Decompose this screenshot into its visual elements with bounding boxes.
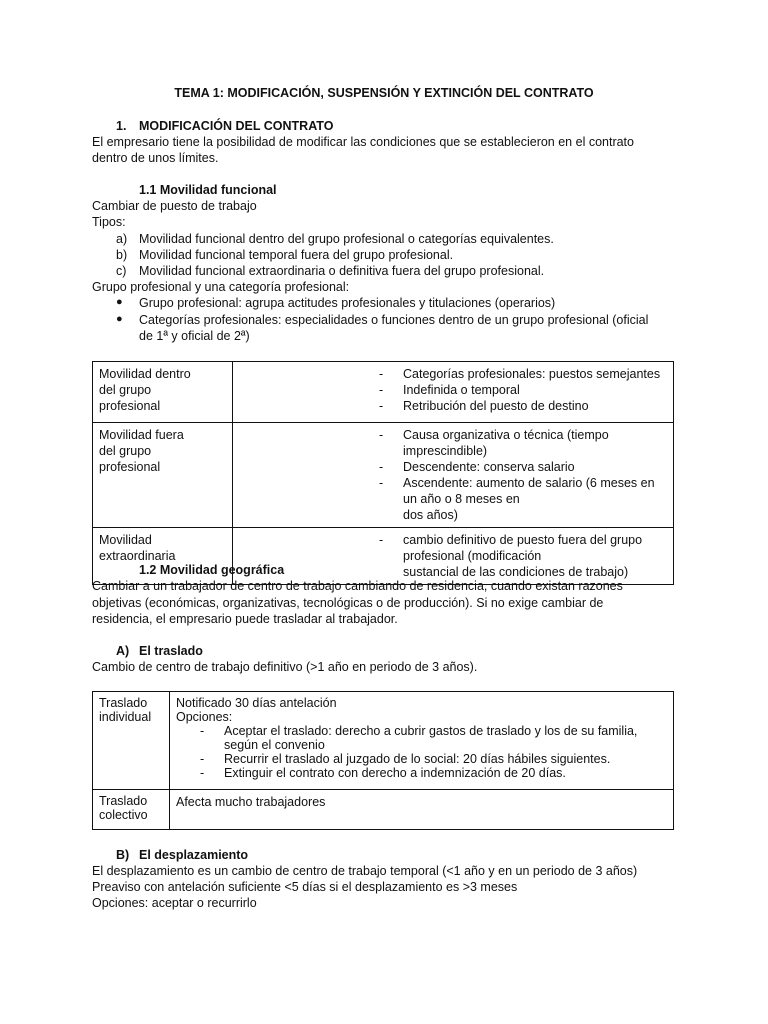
subsection-marker: B) bbox=[116, 848, 130, 862]
table-row bbox=[93, 692, 674, 790]
subsection-heading: El desplazamiento bbox=[139, 848, 249, 862]
list-marker: a) bbox=[116, 232, 128, 246]
subsection-heading: El traslado bbox=[139, 644, 203, 658]
subsection-heading: 1.1 Movilidad funcional bbox=[139, 183, 277, 197]
section-heading: MODIFICACIÓN DEL CONTRATO bbox=[139, 119, 334, 133]
document-title: TEMA 1: MODIFICACIÓN, SUSPENSIÓN Y EXTINCIÓN DEL CONTRATO bbox=[174, 86, 594, 100]
bullet-item: Grupo profesional: agrupa actitudes profesionales y titulaciones (operarios) bbox=[139, 296, 556, 310]
paragraph-line: Cambio de centro de trabajo definitivo (>1 año en periodo de 3 años). bbox=[92, 660, 478, 674]
paragraph-line: Opciones: aceptar o recurrirlo bbox=[92, 896, 257, 910]
table-cell-content: Afecta mucho trabajadores bbox=[170, 790, 674, 830]
table-cell-content: Notificado 30 días antelación Opciones: - Aceptar el traslado: derecho a cubrir gastos de traslado y los de su familia, según el convenio - Recurrir el traslado al juzgado de lo social: 20 días hábiles siguientes. - Extinguir el contrato con derecho a indemnización de 20 días. bbox=[170, 692, 674, 790]
paragraph-line: Tipos: bbox=[92, 215, 126, 229]
table-cell-content: - Categorías profesionales: puestos semejantes - Indefinida o temporal - Retribución del puesto de destino bbox=[233, 362, 674, 423]
paragraph-line: dentro de unos límites. bbox=[92, 151, 219, 165]
paragraph-line: residencia, el empresario puede trasladar al trabajador. bbox=[92, 612, 398, 626]
table-cell-label: Movilidad fuera del grupo profesional bbox=[93, 423, 233, 528]
subsection-heading: 1.2 Movilidad geográfica bbox=[139, 563, 285, 577]
paragraph-line: El desplazamiento es un cambio de centro de trabajo temporal (<1 año y en un periodo de 3 años) bbox=[92, 864, 638, 878]
table-cell-label: Traslado individual bbox=[93, 692, 170, 790]
paragraph-line: Cambiar de puesto de trabajo bbox=[92, 199, 257, 213]
paragraph-line: Cambiar a un trabajador de centro de trabajo cambiando de residencia, cuando existan razones bbox=[92, 579, 623, 593]
table-row bbox=[93, 423, 674, 528]
table-cell-content: - Causa organizativa o técnica (tiempo imprescindible) - Descendente: conserva salario - Ascendente: aumento de salario (6 meses en un año o 8 meses en dos años) bbox=[233, 423, 674, 528]
paragraph-line: objetivas (económicas, organizativas, tecnológicas o de producción). Si no exige cambiar de bbox=[92, 596, 604, 610]
bullet-icon: ● bbox=[116, 313, 123, 325]
mobility-table bbox=[92, 361, 674, 585]
subsection-marker: A) bbox=[116, 644, 130, 658]
section-number: 1. bbox=[116, 119, 127, 133]
bullet-item: Categorías profesionales: especialidades o funciones dentro de un grupo profesional (oficial bbox=[139, 313, 649, 327]
list-item: Movilidad funcional temporal fuera del grupo profesional. bbox=[139, 248, 454, 262]
table-cell-content: - cambio definitivo de puesto fuera del grupo profesional (modificación sustancial de las condiciones de trabajo) bbox=[233, 528, 674, 585]
paragraph-line: Grupo profesional y una categoría profesional: bbox=[92, 280, 350, 294]
list-marker: c) bbox=[116, 264, 127, 278]
table-cell-label: Movilidad dentro del grupo profesional bbox=[93, 362, 233, 423]
list-item: Movilidad funcional dentro del grupo profesional o categorías equivalentes. bbox=[139, 232, 554, 246]
paragraph-line: El empresario tiene la posibilidad de modificar las condiciones que se establecieron en el contrato bbox=[92, 135, 634, 149]
transfer-table bbox=[92, 691, 674, 830]
table-row bbox=[93, 362, 674, 423]
list-item: Movilidad funcional extraordinaria o definitiva fuera del grupo profesional. bbox=[139, 264, 545, 278]
table-cell-label: Movilidad extraordinaria bbox=[93, 528, 233, 585]
paragraph-line: Preaviso con antelación suficiente <5 días si el desplazamiento es >3 meses bbox=[92, 880, 518, 894]
table-cell-label: Traslado colectivo bbox=[93, 790, 170, 830]
bullet-icon: ● bbox=[116, 296, 123, 308]
table-row bbox=[93, 790, 674, 830]
list-marker: b) bbox=[116, 248, 128, 262]
bullet-item: de 1ª y oficial de 2ª) bbox=[139, 329, 250, 343]
